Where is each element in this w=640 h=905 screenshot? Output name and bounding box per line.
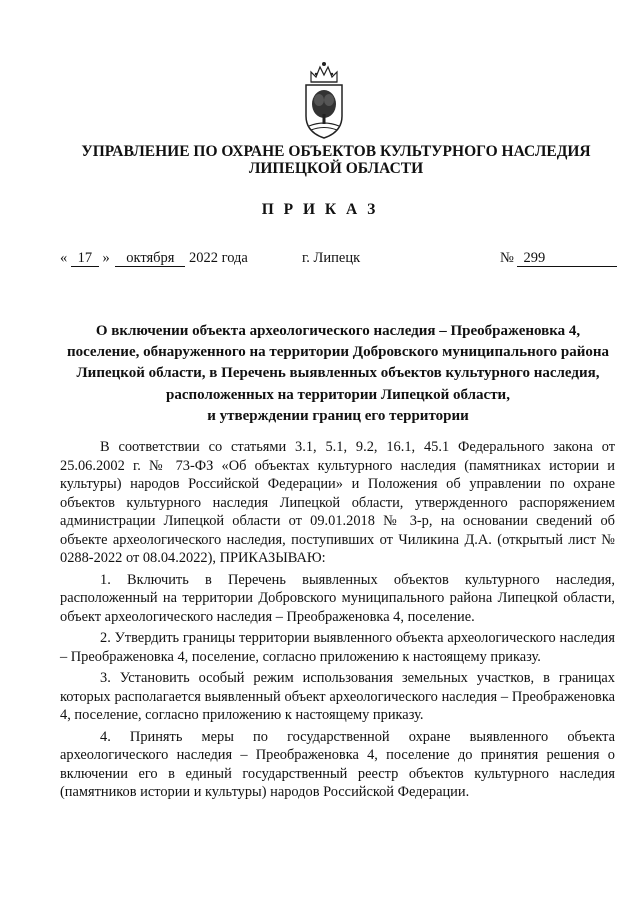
order-item-3: 3. Установить особый режим использования земельных участков, в границах которых располагается выявленный объект археологического наследия – Преображеновка 4, поселение, согласно приложению к настоящему приказу. bbox=[60, 670, 615, 723]
order-body bbox=[60, 438, 615, 802]
open-quote: « bbox=[60, 250, 68, 266]
order-item-1: 1. Включить в Перечень выявленных объектов культурного наследия, расположенный на территории Добровского муниципального района Липецкой области, объект археологического наследия – Преображеновка 4, поселение. bbox=[60, 571, 615, 625]
order-subject bbox=[58, 321, 618, 427]
order-month: октября bbox=[115, 251, 185, 267]
document-type-title: П Р И К А З bbox=[261, 201, 379, 218]
order-item-2: 2. Утвердить границы территории выявленного объекта археологического наследия – Преображеновка 4, поселение, согласно приложению к настоящему приказу. bbox=[60, 630, 615, 665]
organization-line-1: УПРАВЛЕНИЕ ПО ОХРАНЕ ОБЪЕКТОВ КУЛЬТУРНОГО НАСЛЕДИЯ bbox=[81, 143, 591, 160]
organization-line-2: ЛИПЕЦКОЙ ОБЛАСТИ bbox=[248, 160, 424, 177]
order-city: г. Липецк bbox=[302, 250, 361, 266]
order-item-4: 4. Принять меры по государственной охране выявленного объекта археологического наследия – Преображеновка 4, поселение до принятия решения о включении его в единый государственный реестр объектов культурного наследия (памятников истории и культуры) народов Российской Федерации. bbox=[60, 728, 615, 800]
close-quote: » bbox=[102, 250, 110, 266]
organization-name bbox=[40, 143, 632, 177]
coat-of-arms-emblem bbox=[297, 60, 351, 140]
order-number bbox=[500, 250, 617, 267]
order-year: 2022 года bbox=[189, 250, 248, 266]
subject-line-2: поселение, обнаруженного на территории Добровского муниципального района bbox=[66, 344, 610, 361]
preamble-paragraph: В соответствии со статьями 3.1, 5.1, 9.2, 16.1, 45.1 Федерального закона от 25.06.2002 г. № 73-ФЗ «Об объектах культурного наследия (памятниках истории и культуры) народов Российской Федерации» и Положения об управлении по охране объектов культурного наследия Липецкой области, утвержденного распоряжением администрации Липецкой области от 09.01.2018 № 3-р, на основании сведений об объекте археологического наследия, поступивших от Чиликина Д.А. (открытый лист № 0288-2022 от 08.04.2022), ПРИКАЗЫВАЮ: bbox=[60, 439, 615, 566]
order-number-value: 299 bbox=[517, 251, 617, 267]
subject-line-5: и утверждении границ его территории bbox=[207, 407, 469, 424]
order-number-label: № bbox=[500, 250, 514, 266]
subject-line-1: О включении объекта археологического наследия – Преображеновка 4, bbox=[95, 323, 581, 339]
order-day: 17 bbox=[71, 251, 99, 267]
subject-line-4: расположенных на территории Липецкой области, bbox=[166, 386, 510, 403]
order-date bbox=[60, 250, 248, 267]
subject-line-3: Липецкой области, в Перечень выявленных объектов культурного наследия, bbox=[76, 365, 600, 382]
